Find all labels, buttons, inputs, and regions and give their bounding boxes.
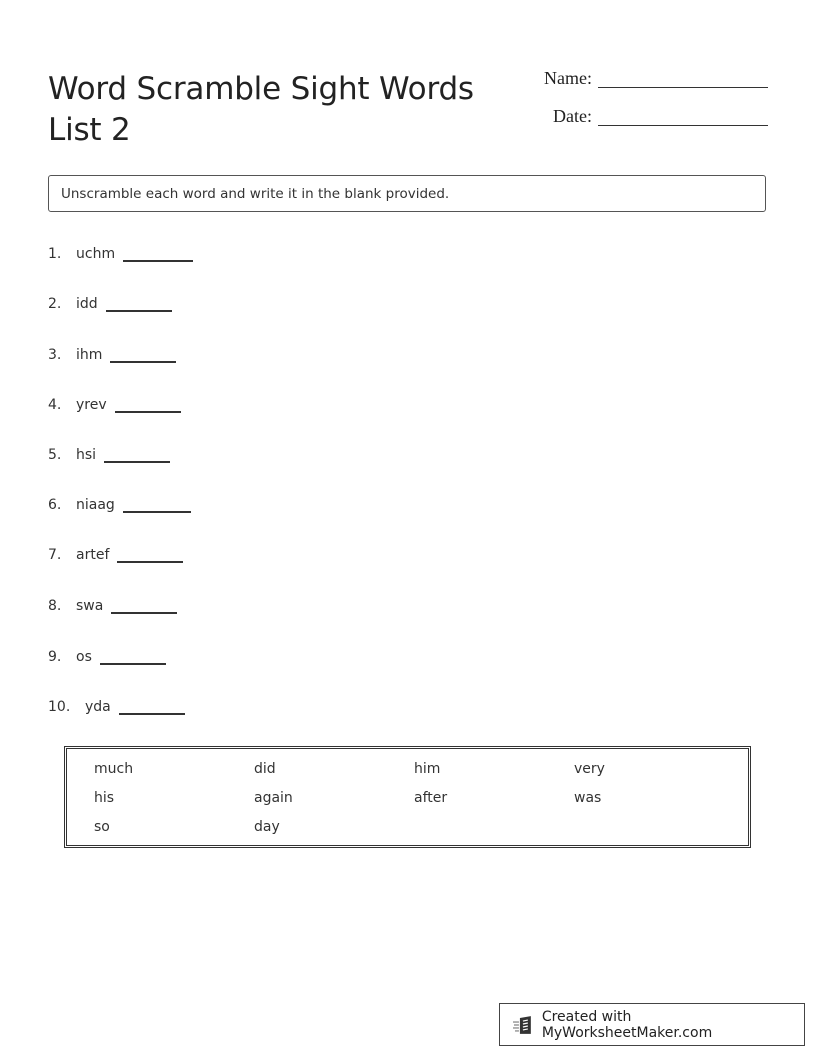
date-label: Date: (553, 106, 592, 126)
question-number: 6. (48, 497, 62, 513)
question-item (48, 294, 172, 312)
instructions-text: Unscramble each word and write it in the blank provided. (61, 185, 450, 202)
question-item (48, 647, 166, 665)
scrambled-word: yda (85, 699, 111, 715)
scrambled-word: ihm (76, 347, 103, 363)
word-bank-item: so (94, 819, 110, 835)
footer-text: Created with MyWorksheetMaker.com (541, 1008, 713, 1041)
question-number: 7. (48, 547, 62, 563)
scrambled-word: hsi (76, 447, 97, 463)
answer-blank[interactable] (115, 395, 181, 413)
answer-blank[interactable] (110, 345, 176, 363)
worksheet-maker-logo-icon (512, 1014, 534, 1036)
question-number: 9. (48, 649, 62, 665)
word-bank-item: after (414, 790, 448, 806)
question-item (48, 697, 185, 715)
scrambled-word: swa (76, 598, 104, 614)
answer-blank[interactable] (104, 445, 170, 463)
question-number: 1. (48, 246, 62, 262)
question-item (48, 495, 191, 513)
answer-blank[interactable] (117, 545, 183, 563)
question-item (48, 545, 183, 563)
word-bank-item: did (254, 761, 276, 777)
footer-credit[interactable] (499, 1003, 805, 1046)
date-row (544, 88, 768, 126)
answer-blank[interactable] (100, 647, 166, 665)
scrambled-word: niaag (76, 497, 115, 513)
scrambled-word: uchm (76, 246, 116, 262)
question-item (48, 445, 170, 463)
worksheet-title: Word Scramble Sight Words List 2 (48, 70, 474, 148)
question-number: 8. (48, 598, 62, 614)
question-number: 2. (48, 296, 62, 312)
scrambled-word: os (76, 649, 92, 665)
word-bank-item: him (414, 761, 441, 777)
word-bank-item: was (574, 790, 602, 806)
answer-blank[interactable] (111, 596, 177, 614)
name-field[interactable] (598, 63, 768, 88)
question-number: 5. (48, 447, 62, 463)
word-bank-item: much (94, 761, 134, 777)
answer-blank[interactable] (119, 697, 185, 715)
question-number: 10. (48, 699, 71, 715)
student-info (544, 50, 768, 126)
answer-blank[interactable] (106, 294, 172, 312)
answer-blank[interactable] (123, 495, 191, 513)
name-row (544, 50, 768, 88)
scrambled-word: artef (76, 547, 110, 563)
word-bank (64, 746, 751, 848)
word-bank-item: day (254, 819, 280, 835)
date-field[interactable] (598, 101, 768, 126)
word-bank-item: his (94, 790, 115, 806)
question-item (48, 244, 193, 262)
question-item (48, 596, 177, 614)
question-number: 4. (48, 397, 62, 413)
instructions-box (48, 175, 766, 212)
word-bank-grid (94, 761, 734, 848)
word-bank-item: very (574, 761, 605, 777)
scrambled-word: idd (76, 296, 98, 312)
scrambled-word: yrev (76, 397, 107, 413)
word-bank-item: again (254, 790, 293, 806)
name-label: Name: (544, 68, 592, 88)
question-item (48, 345, 176, 363)
answer-blank[interactable] (123, 244, 193, 262)
question-number: 3. (48, 347, 62, 363)
question-item (48, 395, 181, 413)
